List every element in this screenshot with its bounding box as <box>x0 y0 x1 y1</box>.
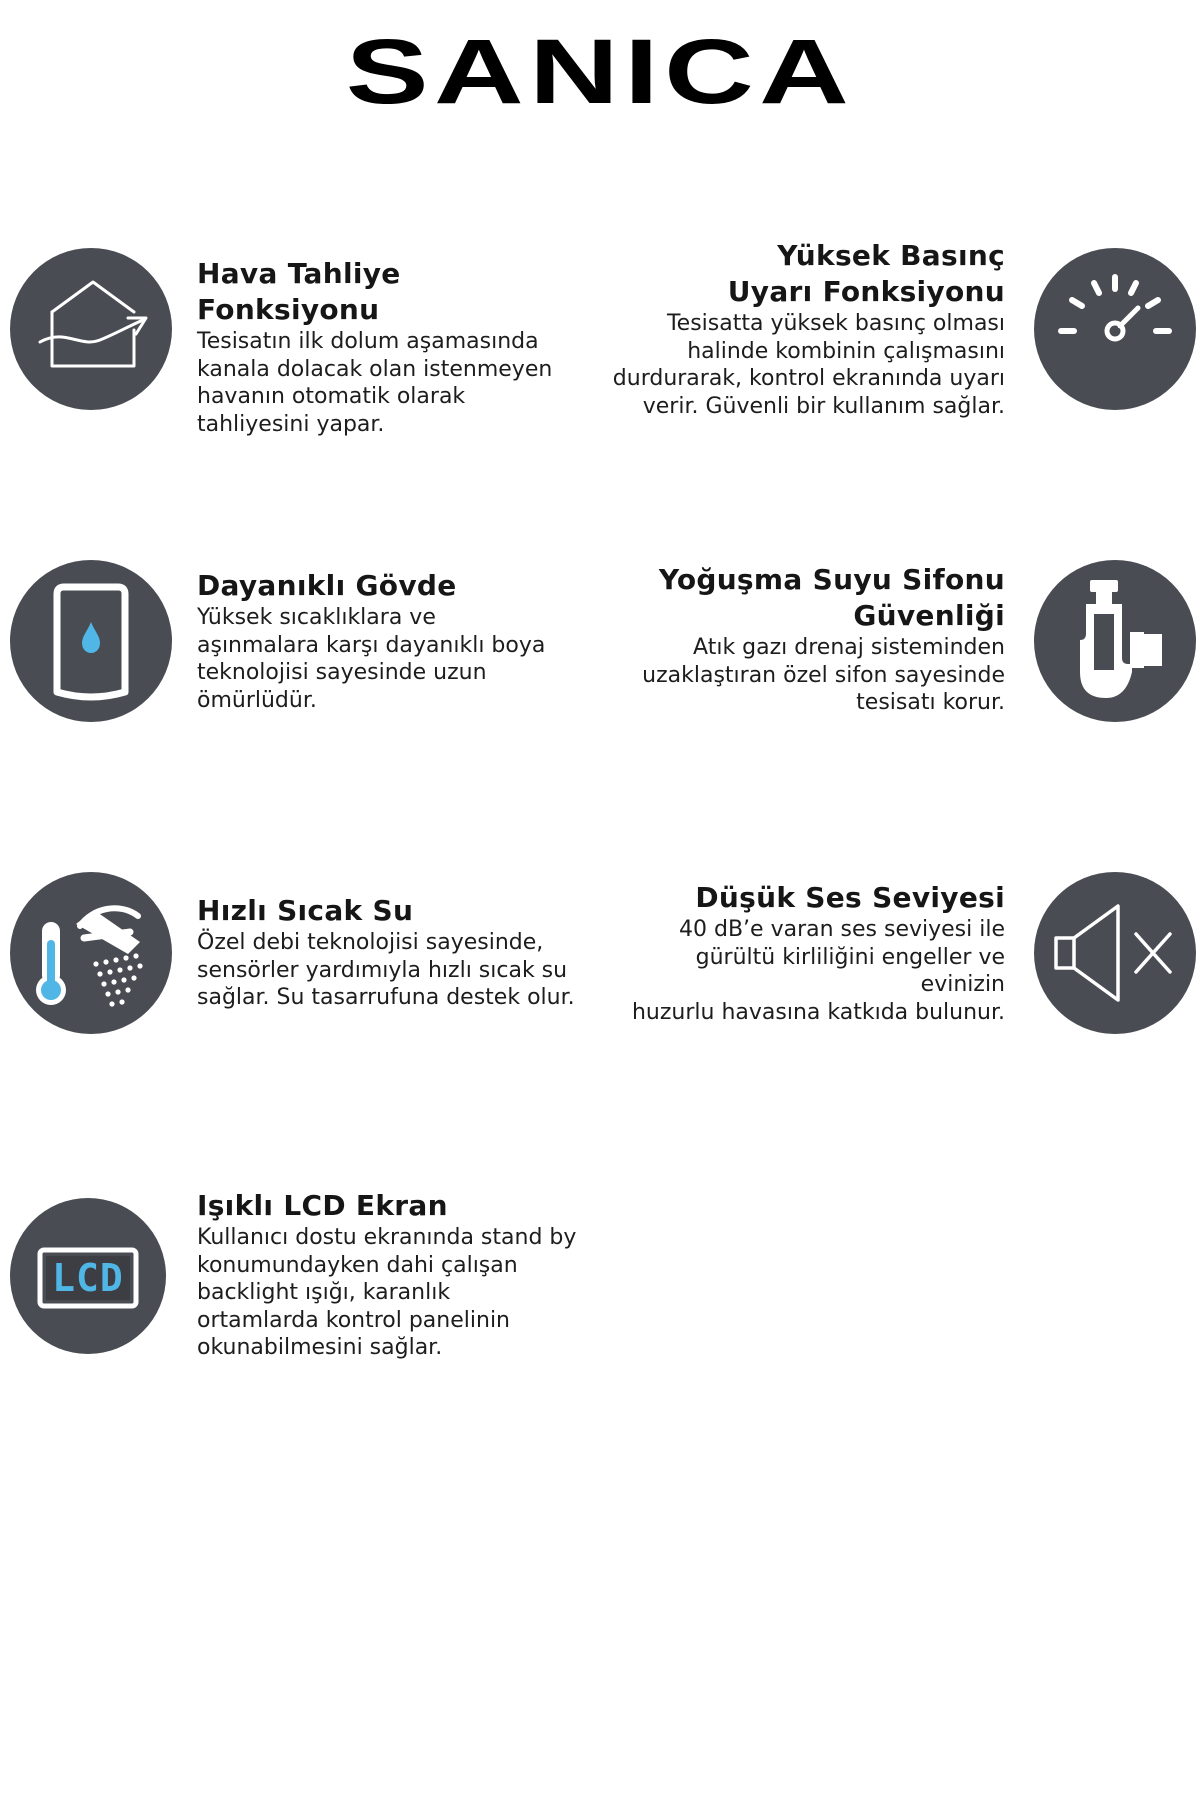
siphon-icon <box>1034 560 1196 722</box>
brand-logo: SANICA <box>345 21 855 123</box>
lcd-icon-text: LCD <box>52 1256 124 1300</box>
feature-hizli-sicak-su <box>197 893 592 1012</box>
speaker-mute-icon <box>1034 872 1196 1034</box>
feature-title: Işıklı LCD Ekran <box>197 1189 448 1222</box>
feature-title: Yoğuşma Suyu Sifonu Güvenliği <box>658 563 1005 632</box>
feature-description: 40 dB’e varan ses seviyesi ile gürültü kirliliğini engeller ve evinizin huzurlu havasına katkıda bulunur. <box>631 917 1005 1025</box>
feature-title: Düşük Ses Seviyesi <box>695 881 1005 914</box>
feature-title: Dayanıklı Gövde <box>197 569 457 602</box>
house-air-vent-icon <box>10 248 172 410</box>
feature-dayanikli-govde <box>197 568 592 714</box>
feature-title: Hızlı Sıcak Su <box>197 894 414 927</box>
feature-description: Atık gazı drenaj sisteminden uzaklaştıran özel sifon sayesinde tesisatı korur. <box>642 635 1005 715</box>
feature-description: Tesisatta yüksek basınç olması halinde kombinin çalışmasını durdurarak, kontrol ekranında uyarı verir. Güvenli bir kullanım sağlar. <box>612 311 1005 419</box>
feature-hava-tahliye <box>197 256 592 438</box>
shower-thermometer-icon <box>10 872 172 1034</box>
feature-description: Özel debi teknolojisi sayesinde, sensörler yardımıyla hızlı sıcak su sağlar. Su tasarrufuna destek olur. <box>197 930 575 1010</box>
pressure-gauge-icon <box>1034 248 1196 410</box>
feature-title: Yüksek Basınç Uyarı Fonksiyonu <box>727 239 1005 308</box>
feature-dusuk-ses <box>610 880 1005 1026</box>
feature-description: Yüksek sıcaklıklara ve aşınmalara karşı dayanıklı boya teknolojisi sayesinde uzun ömürlüdür. <box>197 605 546 713</box>
boiler-body-drop-icon <box>10 560 172 722</box>
feature-title: Hava Tahliye Fonksiyonu <box>197 257 401 326</box>
feature-yogusma-sifon <box>610 562 1005 717</box>
feature-description: Tesisatın ilk dolum aşamasında kanala dolacak olan istenmeyen havanın otomatik olarak tahliyesini yapar. <box>197 329 553 437</box>
feature-lcd-ekran <box>197 1188 592 1362</box>
feature-yuksek-basinc <box>610 238 1005 420</box>
lcd-screen-icon <box>10 1198 166 1354</box>
feature-description: Kullanıcı dostu ekranında stand by konumundayken dahi çalışan backlight ışığı, karanlık ortamlarda kontrol panelinin okunabilmesini sağlar. <box>197 1225 577 1360</box>
